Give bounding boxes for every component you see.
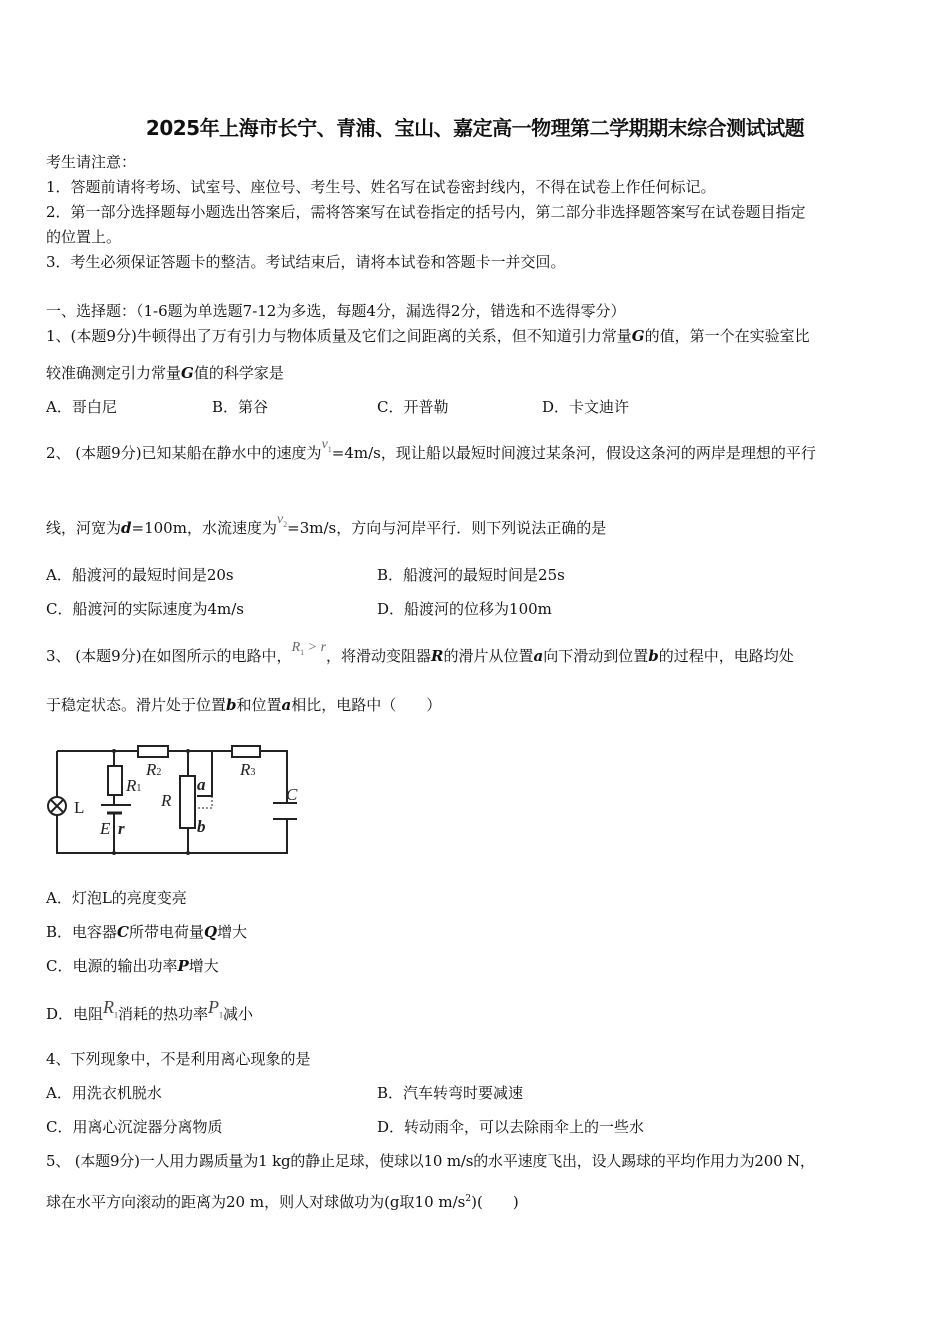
q1-option-c[interactable]: C．开普勒 — [377, 398, 449, 416]
notice-item: 3．考生必须保证答题卡的整洁。考试结束后，请将本试卷和答题卡一并交回。 — [46, 253, 566, 271]
q4-option-a[interactable]: A．用洗衣机脱水 — [46, 1084, 162, 1102]
label-R3: R3 — [240, 760, 256, 779]
v2-symbol: $v_2$ — [276, 512, 288, 529]
notice-item: 的位置上。 — [46, 228, 122, 246]
q4-option-c[interactable]: C．用离心沉淀器分离物质 — [46, 1118, 223, 1136]
question-5-stem: 5、 (本题9分)一人用力踢质量为1 kg的静止足球，使球以10 m/s的水平速度飞出，设人踢球的平均作用力为200 N， — [46, 1152, 815, 1170]
label-C: C — [286, 785, 298, 804]
q3-option-a[interactable]: A．灯泡L的亮度变亮 — [46, 889, 187, 907]
q2-option-c[interactable]: C．船渡河的实际速度为4m/s — [46, 600, 244, 618]
q3-option-d[interactable]: D．电阻$R_1$消耗的热功率$P_1$减小 — [46, 997, 254, 1023]
question-3-stem: 3、 (本题9分)在如图所示的电路中，$R_1 > r$，将滑动变阻器R的滑片从位置a向下滑动到位置b的过程中，电路均处 — [46, 640, 794, 665]
notice-item: 2．第一部分选择题每小题选出答案后，需将答案写在试卷指定的括号内，第二部分非选择题答案写在试卷题目指定 — [46, 203, 806, 221]
q1-option-d[interactable]: D．卡文迪许 — [542, 398, 630, 416]
label-b: b — [197, 817, 206, 836]
condition-formula: $R_1 > r$ — [291, 640, 327, 657]
q1-option-b[interactable]: B．第谷 — [212, 398, 269, 416]
q2-option-b[interactable]: B．船渡河的最短时间是25s — [377, 566, 565, 584]
question-2-stem: 2、 (本题9分)已知某船在静水中的速度为$v_1=4m/s$，现让船以最短时间渡过某条河，假设这条河的两岸是理想的平行 — [46, 437, 816, 462]
question-1-stem-cont: 较准确测定引力常量G值的科学家是 — [46, 364, 284, 382]
q4-option-d[interactable]: D．转动雨伞，可以去除雨伞上的一些水 — [377, 1118, 645, 1136]
label-a: a — [197, 775, 206, 794]
question-1-stem: 1、(本题9分)牛顿得出了万有引力与物体质量及它们之间距离的关系，但不知道引力常量G的值，第一个在实验室比 — [46, 327, 810, 345]
notice-heading: 考生请注意： — [46, 153, 137, 171]
v1-symbol: $v_1$ — [321, 437, 332, 454]
question-4-stem: 4、下列现象中，不是利用离心现象的是 — [46, 1050, 311, 1068]
q1-option-a[interactable]: A．哥白尼 — [46, 398, 117, 416]
q2-option-a[interactable]: A．船渡河的最短时间是20s — [46, 566, 234, 584]
page-title: 2025年上海市长宁、青浦、宝山、嘉定高一物理第二学期期末综合测试试题 — [145, 116, 805, 140]
section-heading: 一、选择题：（1-6题为单选题7-12为多选，每题4分，漏选得2分，错选和不选得零分） — [46, 302, 626, 320]
q3-option-b[interactable]: B．电容器C所带电荷量Q增大 — [46, 923, 248, 941]
q2-option-d[interactable]: D．船渡河的位移为100m — [377, 600, 552, 618]
label-r: r — [118, 819, 125, 838]
label-L: L — [74, 798, 85, 817]
label-R1: R1 — [126, 776, 142, 795]
label-R2: R2 — [146, 760, 162, 779]
question-5-stem-cont: 球在水平方向滚动的距离为20 m，则人对球做功为(g取10 $m/s^2$)( ) — [46, 1193, 519, 1211]
q4-option-b[interactable]: B．汽车转弯时要减速 — [377, 1084, 524, 1102]
q3-option-c[interactable]: C．电源的输出功率P增大 — [46, 957, 219, 975]
label-E: E — [100, 819, 111, 838]
question-2-stem-cont: 线，河宽为d=100m，水流速度为$v_2=3m/s$，方向与河岸平行．则下列说法正确的是 — [46, 512, 607, 537]
notice-item: 1．答题前请将考场、试室号、座位号、考生号、姓名写在试卷密封线内，不得在试卷上作任何标记。 — [46, 178, 716, 196]
label-R: R — [161, 791, 172, 810]
question-3-stem-cont: 于稳定状态。滑片处于位置b和位置a相比，电路中（ ） — [46, 696, 442, 714]
